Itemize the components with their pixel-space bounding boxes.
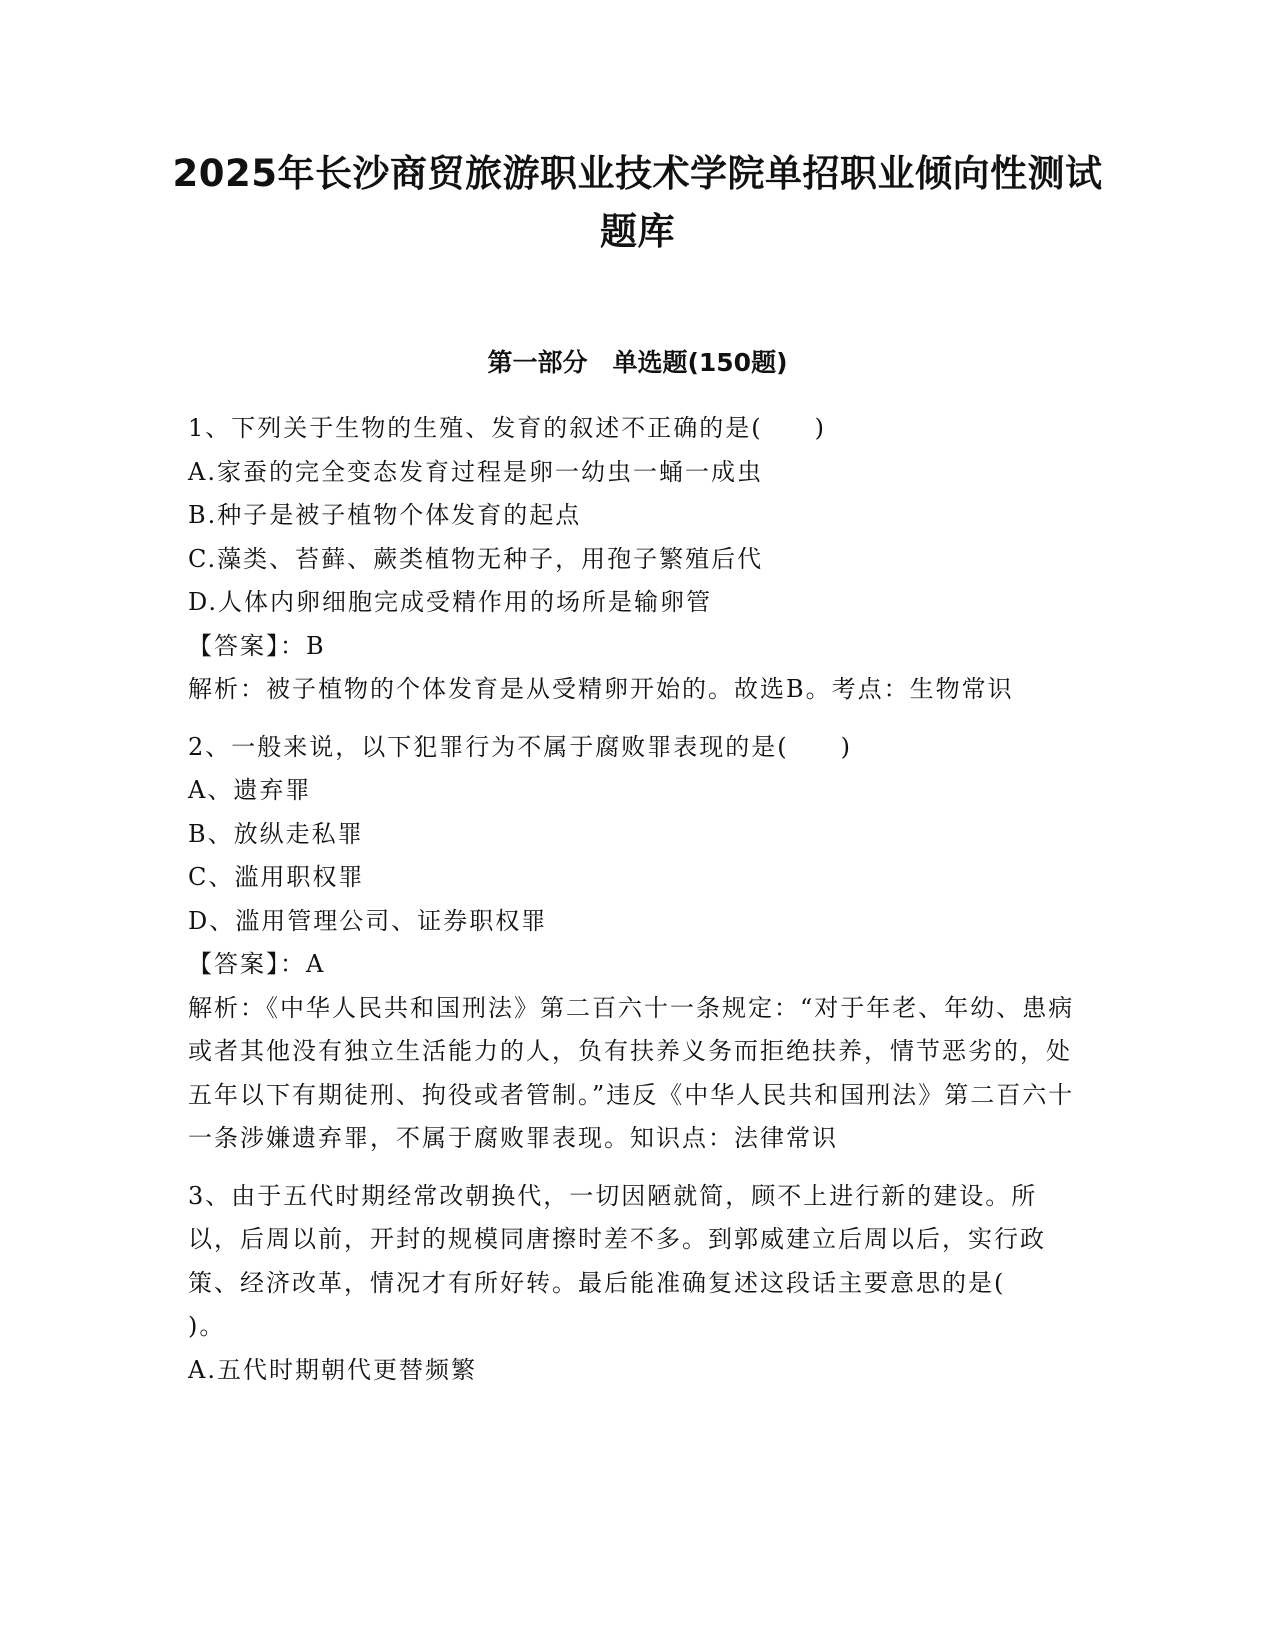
answer-label: 【答案】：	[188, 950, 306, 978]
question-stem: 2、一般来说，以下犯罪行为不属于腐败罪表现的是( )	[188, 732, 852, 761]
answer-value: A	[306, 950, 326, 978]
option-a: A.家蚕的完全变态发育过程是卵一幼虫一蛹一成虫	[188, 457, 763, 486]
question-stem: 3、由于五代时期经常改朝换代，一切因陋就简，顾不上进行新的建设。所以，后周以前，开封的规模同唐擦时差不多。到郭威建立后周以后，实行政策、经济改革，情况才有所好转。最后能准确复述这段话主要意思的是( )。	[188, 1181, 1058, 1340]
answer-row	[188, 943, 1078, 987]
question-stem: 1、下列关于生物的生殖、发育的叙述不正确的是( )	[188, 414, 826, 442]
question-list	[188, 407, 1078, 1406]
explanation: 解析：《中华人民共和国刑法》第二百六十一条规定：“对于年老、年幼、患病或者其他没有独立生活能力的人，负有扶养义务而拒绝扶养，情节恶劣的，处五年以下有期徒刑、拘役或者管制。”违反《中华人民共和国刑法》第二百六十一条涉嫌遗弃罪，不属于腐败罪表现。知识点：法律常识	[188, 993, 1075, 1152]
option-c: C、滥用职权罪	[188, 863, 365, 891]
question-1	[188, 407, 1078, 712]
option-d: D.人体内卵细胞完成受精作用的场所是输卵管	[188, 588, 713, 616]
option-a: A.五代时期朝代更替频繁	[188, 1355, 477, 1384]
section-heading: 第一部分 单选题(150题)	[487, 348, 788, 377]
question-3	[188, 1175, 1078, 1393]
option-a: A、遗弃罪	[188, 776, 312, 804]
document-title: 2025年长沙商贸旅游职业技术学院单招职业倾向性测试题库	[172, 152, 1103, 253]
question-2	[188, 726, 1078, 1161]
explanation: 解析：被子植物的个体发育是从受精卵开始的。故选B。考点：生物常识	[188, 675, 1014, 703]
answer-row	[188, 625, 1078, 669]
option-b: B.种子是被子植物个体发育的起点	[188, 501, 582, 529]
option-c: C.藻类、苔藓、蕨类植物无种子，用孢子繁殖后代	[188, 544, 764, 573]
answer-value: B	[306, 631, 326, 660]
option-b: B、放纵走私罪	[188, 819, 364, 848]
option-d: D、滥用管理公司、证券职权罪	[188, 906, 548, 935]
answer-label: 【答案】：	[188, 631, 306, 660]
